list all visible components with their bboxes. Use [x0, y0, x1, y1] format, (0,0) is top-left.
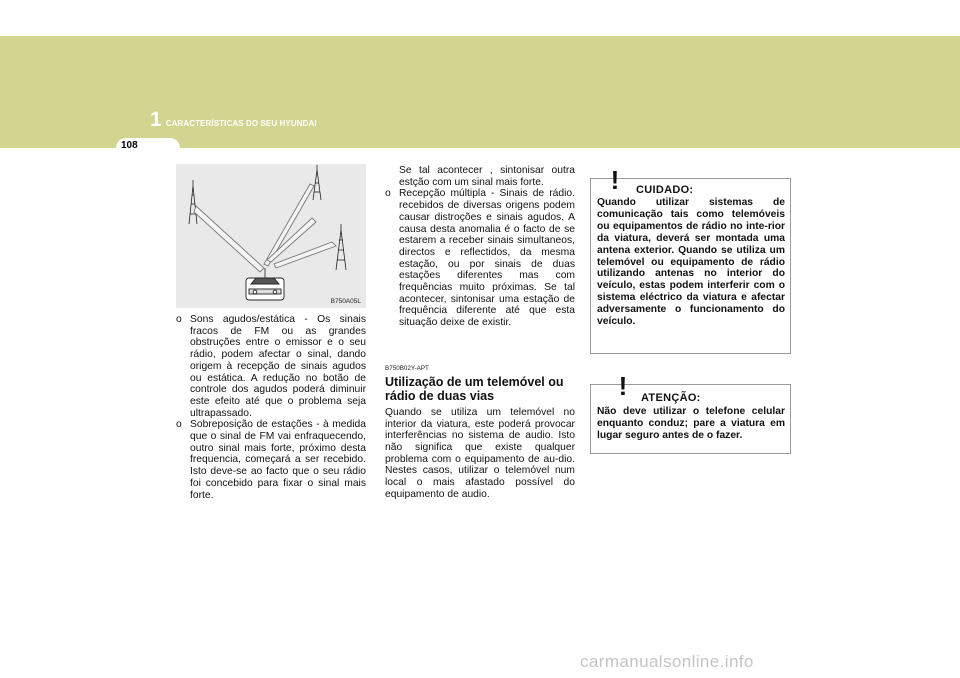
antenna-tower-top-icon: [313, 165, 321, 200]
multipath-diagram: [176, 164, 366, 308]
signal-beams: [194, 184, 336, 272]
svg-text:!: !: [610, 165, 620, 191]
section-code: B750B02Y-APT: [385, 364, 429, 372]
warning-exclamation-icon: [609, 371, 637, 397]
car-icon: [246, 268, 284, 300]
page-number: 108: [121, 140, 138, 151]
bullet-mark: o: [176, 314, 182, 325]
antenna-tower-right-icon: [336, 224, 346, 270]
caution-title: CUIDADO:: [636, 184, 694, 196]
section-title: Utilização de um telemóvel ou rádio de duas vias: [385, 374, 564, 403]
svg-text:!: !: [618, 371, 628, 397]
column-middle: [385, 165, 575, 500]
bullet-text: Sobreposição de estações - à medida que o sinal de FM vai enfraquecendo, outro sinal mais forte, próximo desta frequencia, começará a ser recebido. Isto deve-se ao facto que o seu rádio foi concebido para fixar o sinal mais forte.: [190, 419, 366, 501]
continuation-paragraph: Se tal acontecer , sintonisar outra estção com um sinal mais forte.: [399, 165, 575, 188]
chapter-number: 1: [150, 108, 162, 131]
chapter-heading: [150, 108, 317, 132]
antenna-tower-left-icon: [189, 180, 197, 224]
caution-box: [590, 165, 791, 354]
bullet-mark: o: [176, 419, 182, 431]
caution-body: Quando utilizar sistemas de comunicação tais como telemóveis ou equipamentos de rádio no inte-rior da viatura, deverá ser montada uma antena exterior. Quando se utiliza um telemóvel ou equipamento de rádio utilizando antenas no interior do veículo, estas podem interferir com o sistema eléctrico da viatura e afectar adversamente o funcionamento do veículo.: [597, 197, 785, 328]
bullet-mark: o: [385, 188, 391, 200]
bullet-text: Sons agudos/estática - Os sinais fracos de FM ou as grandes obstruções entre o emissor e o seu rádio, podem afectar o sinal, dando origem à recepção de sinais agudos ou estática. A redução no botão de controle dos agudos poderá diminuir este efeito até que o problema seja ultrapassado.: [190, 314, 366, 419]
figure-code: B750A05L: [330, 298, 361, 305]
attention-box: [590, 371, 791, 454]
warning-exclamation-icon: [601, 165, 629, 191]
watermark: carmanualsonline.info: [580, 652, 754, 671]
list-item: [176, 314, 366, 419]
bullet-text: Recepção múltipla - Sinais de rádio. recebidos de diversas origens podem causar distroções e sinais agudos. A causa desta anomalia é o facto de se estarem a receber sinais simultaneos, directos e reflectidos, da mesma estação, ou por sinais de duas estações diferentes mas com frequências muito próximas. Se tal acontecer, sintonisar uma estação de frequência diferente até que esta situação deixe de existir.: [399, 188, 575, 329]
attention-title: ATENÇÃO:: [641, 392, 701, 404]
list-item: [176, 419, 366, 501]
top-margin: [0, 0, 960, 36]
attention-body: Não deve utilizar o telefone celular enquanto conduz; pare a viatura em lugar seguro antes de o fazer.: [597, 406, 785, 441]
section-body: Quando se utiliza um telemóvel no interior da viatura, este poderá provocar interferências no sistema de audio. Isto não significa que existe qualquer problema com o equipamento de au-dio. Nestes casos, utilizar o telemóvel num local o mais afastado possível do equipamento de audio.: [385, 406, 575, 500]
radio-reception-illustration: [176, 164, 366, 308]
chapter-title: CARACTERÍSTICAS DO SEU HYUNDAI: [165, 119, 317, 128]
column-left: [176, 314, 366, 501]
list-item: [385, 188, 575, 328]
